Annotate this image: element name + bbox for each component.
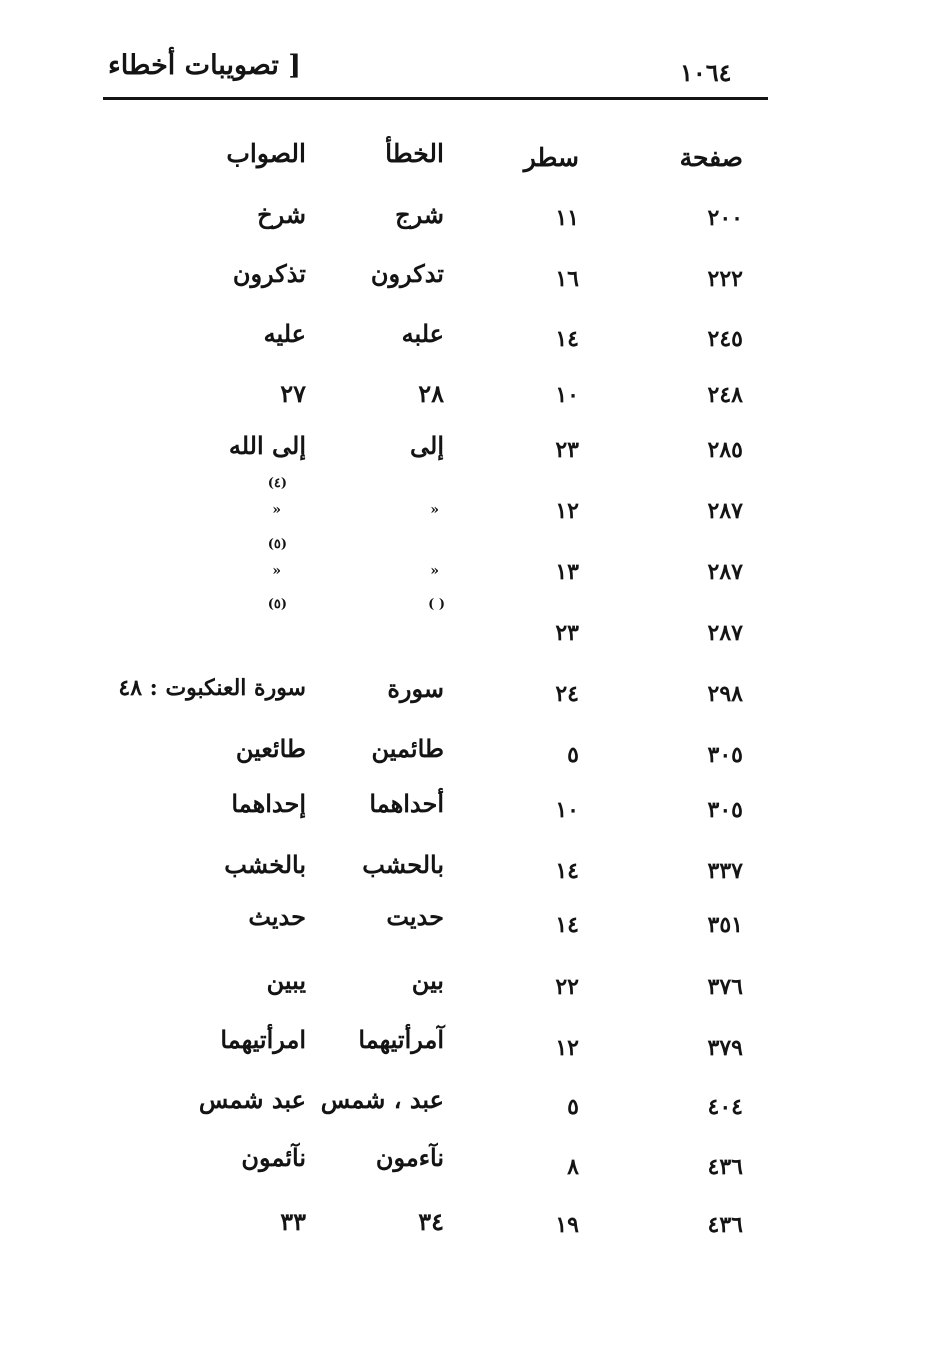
table-cell-right: عليه [263, 319, 306, 348]
table-cell-page: ٤٣٦ [707, 1212, 743, 1238]
running-title: [ تصويبات أخطاء [108, 50, 302, 81]
table-cell-right: طائعين [235, 734, 306, 763]
table-cell-line: ١٩ [555, 1212, 579, 1238]
table-cell-right: ٢٧ [280, 379, 306, 408]
table-cell-wrong: بالحشب [362, 850, 444, 879]
table-cell-line: ١٢ [555, 1035, 579, 1061]
table-cell-page: ٤٠٤ [707, 1094, 743, 1120]
table-cell-page: ٣٧٦ [707, 974, 743, 1000]
table-cell-line: ١٢ [555, 498, 579, 524]
table-cell-wrong: سورة [387, 674, 444, 703]
table-cell-line: ١٤ [555, 912, 579, 938]
header-rule [103, 97, 768, 100]
table-cell-right: نآئمون [241, 1143, 306, 1172]
table-cell-line: ٢٣ [555, 620, 579, 646]
table-cell-page: ٣٣٧ [707, 858, 743, 884]
table-cell-page: ٣٠٥ [707, 742, 743, 768]
column-header-right: الصواب [226, 139, 306, 168]
table-cell-line: ١٠ [555, 382, 579, 408]
table-cell-right: شرخ [257, 200, 306, 229]
table-cell-right: بالخشب [224, 850, 306, 879]
table-cell-right: إلى الله [228, 431, 306, 460]
table-cell-right: سورة العنكبوت : ٤٨ [118, 675, 306, 701]
table-cell-right: عبد شمس [198, 1085, 306, 1114]
table-cell-line: ٨ [567, 1154, 579, 1180]
ditto-mark: « [430, 502, 439, 518]
table-cell-page: ٣٥١ [707, 912, 743, 938]
column-header-page: صفحة [679, 143, 743, 172]
table-cell-wrong: علبه [401, 319, 444, 348]
table-cell-wrong: شرج [395, 200, 444, 229]
footnote-marker: (٥) [267, 597, 287, 612]
table-cell-wrong: عبد ، شمس [320, 1085, 444, 1114]
table-cell-right: إحداهما [231, 789, 306, 818]
table-cell-line: ١١ [555, 205, 579, 231]
ditto-mark: « [272, 563, 281, 579]
table-cell-line: ١٤ [555, 326, 579, 352]
table-cell-page: ٣٠٥ [707, 797, 743, 823]
ditto-mark: « [272, 502, 281, 518]
table-cell-wrong: ٢٨ [418, 379, 444, 408]
table-cell-line: ١٠ [555, 797, 579, 823]
table-cell-page: ٢٨٧ [707, 559, 743, 585]
table-cell-page: ٢٨٧ [707, 498, 743, 524]
table-cell-line: ٢٣ [555, 437, 579, 463]
table-cell-wrong: إلى [410, 431, 444, 460]
table-cell-line: ٥ [567, 742, 579, 768]
table-cell-line: ١٣ [555, 559, 579, 585]
table-cell-wrong: حديت [386, 902, 444, 931]
table-cell-right: يبين [266, 966, 306, 995]
table-cell-page: ٢٨٥ [707, 437, 743, 463]
table-cell-right: ٣٣ [280, 1207, 306, 1236]
table-cell-line: ٢٤ [555, 681, 579, 707]
page-number: ١٠٦٤ [680, 58, 732, 87]
table-cell-page: ٢٤٥ [707, 326, 743, 352]
table-cell-page: ٣٧٩ [707, 1035, 743, 1061]
table-cell-right: تذكرون [232, 259, 306, 288]
table-cell-page: ٢٢٢ [707, 266, 743, 292]
table-cell-page: ٢٤٨ [707, 382, 743, 408]
table-cell-wrong: بين [411, 966, 444, 995]
table-cell-wrong: ٣٤ [418, 1207, 444, 1236]
table-cell-wrong: أحداهما [369, 789, 444, 818]
footnote-marker: (٥) [267, 537, 287, 552]
table-cell-right: حديث [248, 902, 306, 931]
table-cell-line: ١٦ [555, 266, 579, 292]
column-header-wrong: الخطأ [385, 139, 444, 168]
ditto-mark: « [430, 563, 439, 579]
table-cell-wrong: طائمين [371, 734, 444, 763]
table-cell-line: ٢٢ [555, 974, 579, 1000]
table-cell-wrong: آمرأتيهما [358, 1025, 444, 1054]
footnote-marker: (٤) [267, 476, 287, 491]
table-cell-page: ٢٨٧ [707, 620, 743, 646]
table-cell-line: ١٤ [555, 858, 579, 884]
footnote-marker: ( ) [428, 597, 445, 612]
table-cell-page: ٢٠٠ [707, 205, 743, 231]
table-cell-right: امرأتيهما [220, 1025, 306, 1054]
table-cell-page: ٢٩٨ [707, 681, 743, 707]
table-cell-line: ٥ [567, 1094, 579, 1120]
table-cell-wrong: نآءمون [375, 1143, 444, 1172]
column-header-line: سطر [523, 143, 579, 172]
table-cell-page: ٤٣٦ [707, 1154, 743, 1180]
table-cell-wrong: تدكرون [370, 259, 444, 288]
